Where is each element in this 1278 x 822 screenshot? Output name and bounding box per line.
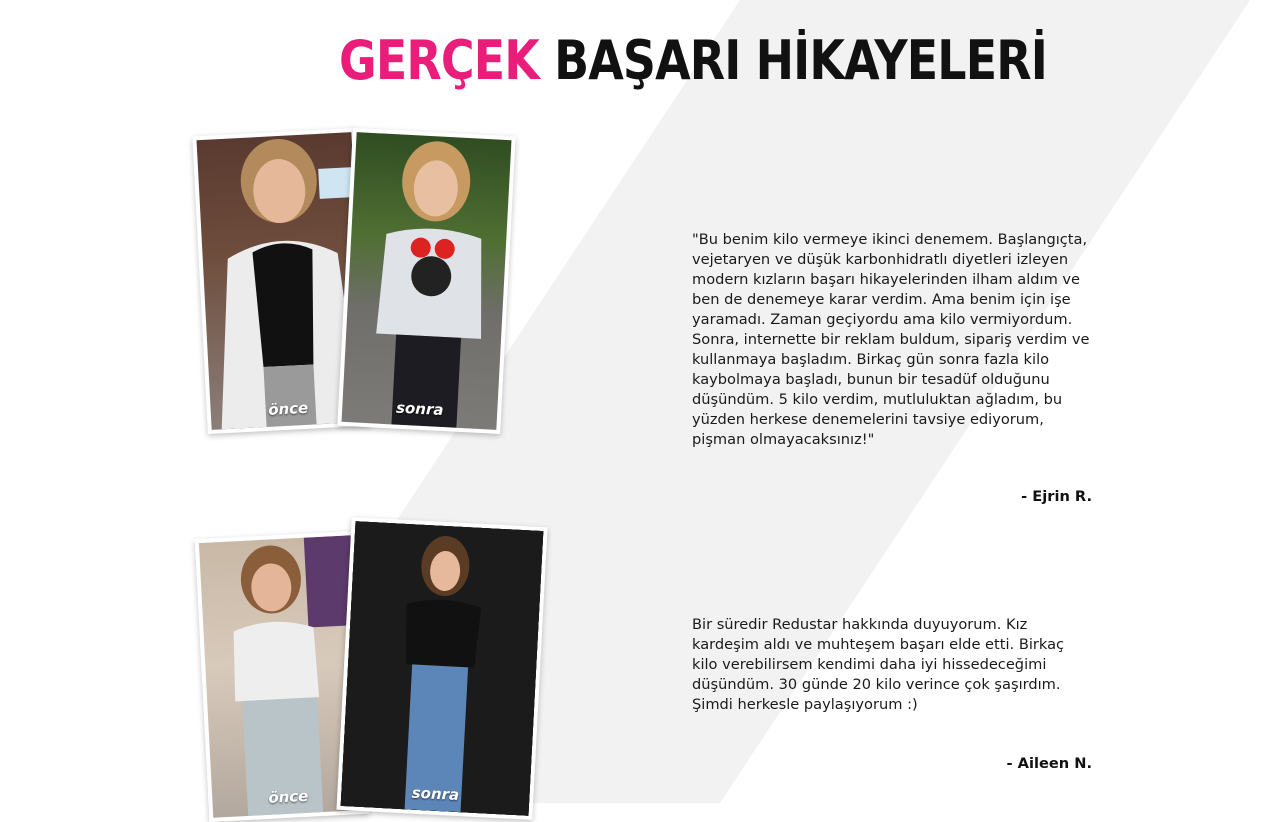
testimonial-author: - Ejrin R.: [1021, 488, 1092, 505]
testimonial-author: - Aileen N.: [1006, 755, 1092, 772]
after-image: [341, 521, 544, 815]
before-label: önce: [267, 398, 309, 419]
title-rest: BAŞARI HİKAYELERİ: [554, 29, 1047, 92]
after-label: sonra: [395, 398, 444, 420]
title-accent: GERÇEK: [339, 29, 539, 92]
after-photo-1: [337, 128, 515, 434]
person-silhouette-icon: [342, 132, 512, 430]
person-silhouette-icon: [341, 521, 544, 815]
after-photo-2: [336, 517, 547, 820]
testimonial-text: "Bu benim kilo vermeye ikinci denemem. Başlangıçta, vejetaryen ve düşük karbonhidratlı diyetleri izleyen modern kızların başarı hikayelerinden ilham aldım ve ben de denemeye karar verdim. Ama benim için işe yaramadı. Zaman geçiyordu ama kilo vermiyordum. Sonra, internette bir reklam buldum, sipariş verdim ve kullanmaya başladım. Birkaç gün sonra fazla kilo kaybolmaya başladı, bunun bir tesadüf olduğunu düşündüm. 5 kilo verdim, mutluluktan ağladım, bu yüzden herkese denemelerini tavsiye ediyorum, pişman olmayacaksınız!": [692, 231, 1090, 448]
after-image: [342, 132, 512, 430]
testimonial-text: Bir süredir Redustar hakkında duyuyorum. Kız kardeşim aldı ve muhteşem başarı elde etti. Birkaç kilo verebilirsem kendimi daha iyi hissedeceğimi düşündüm. 30 günde 20 kilo verince çok şaşırdım. Şimdi herkesle paylaşıyorum :): [692, 616, 1065, 713]
page-title: [104, 28, 1278, 94]
after-label: sonra: [411, 783, 460, 805]
before-label: önce: [267, 786, 309, 807]
